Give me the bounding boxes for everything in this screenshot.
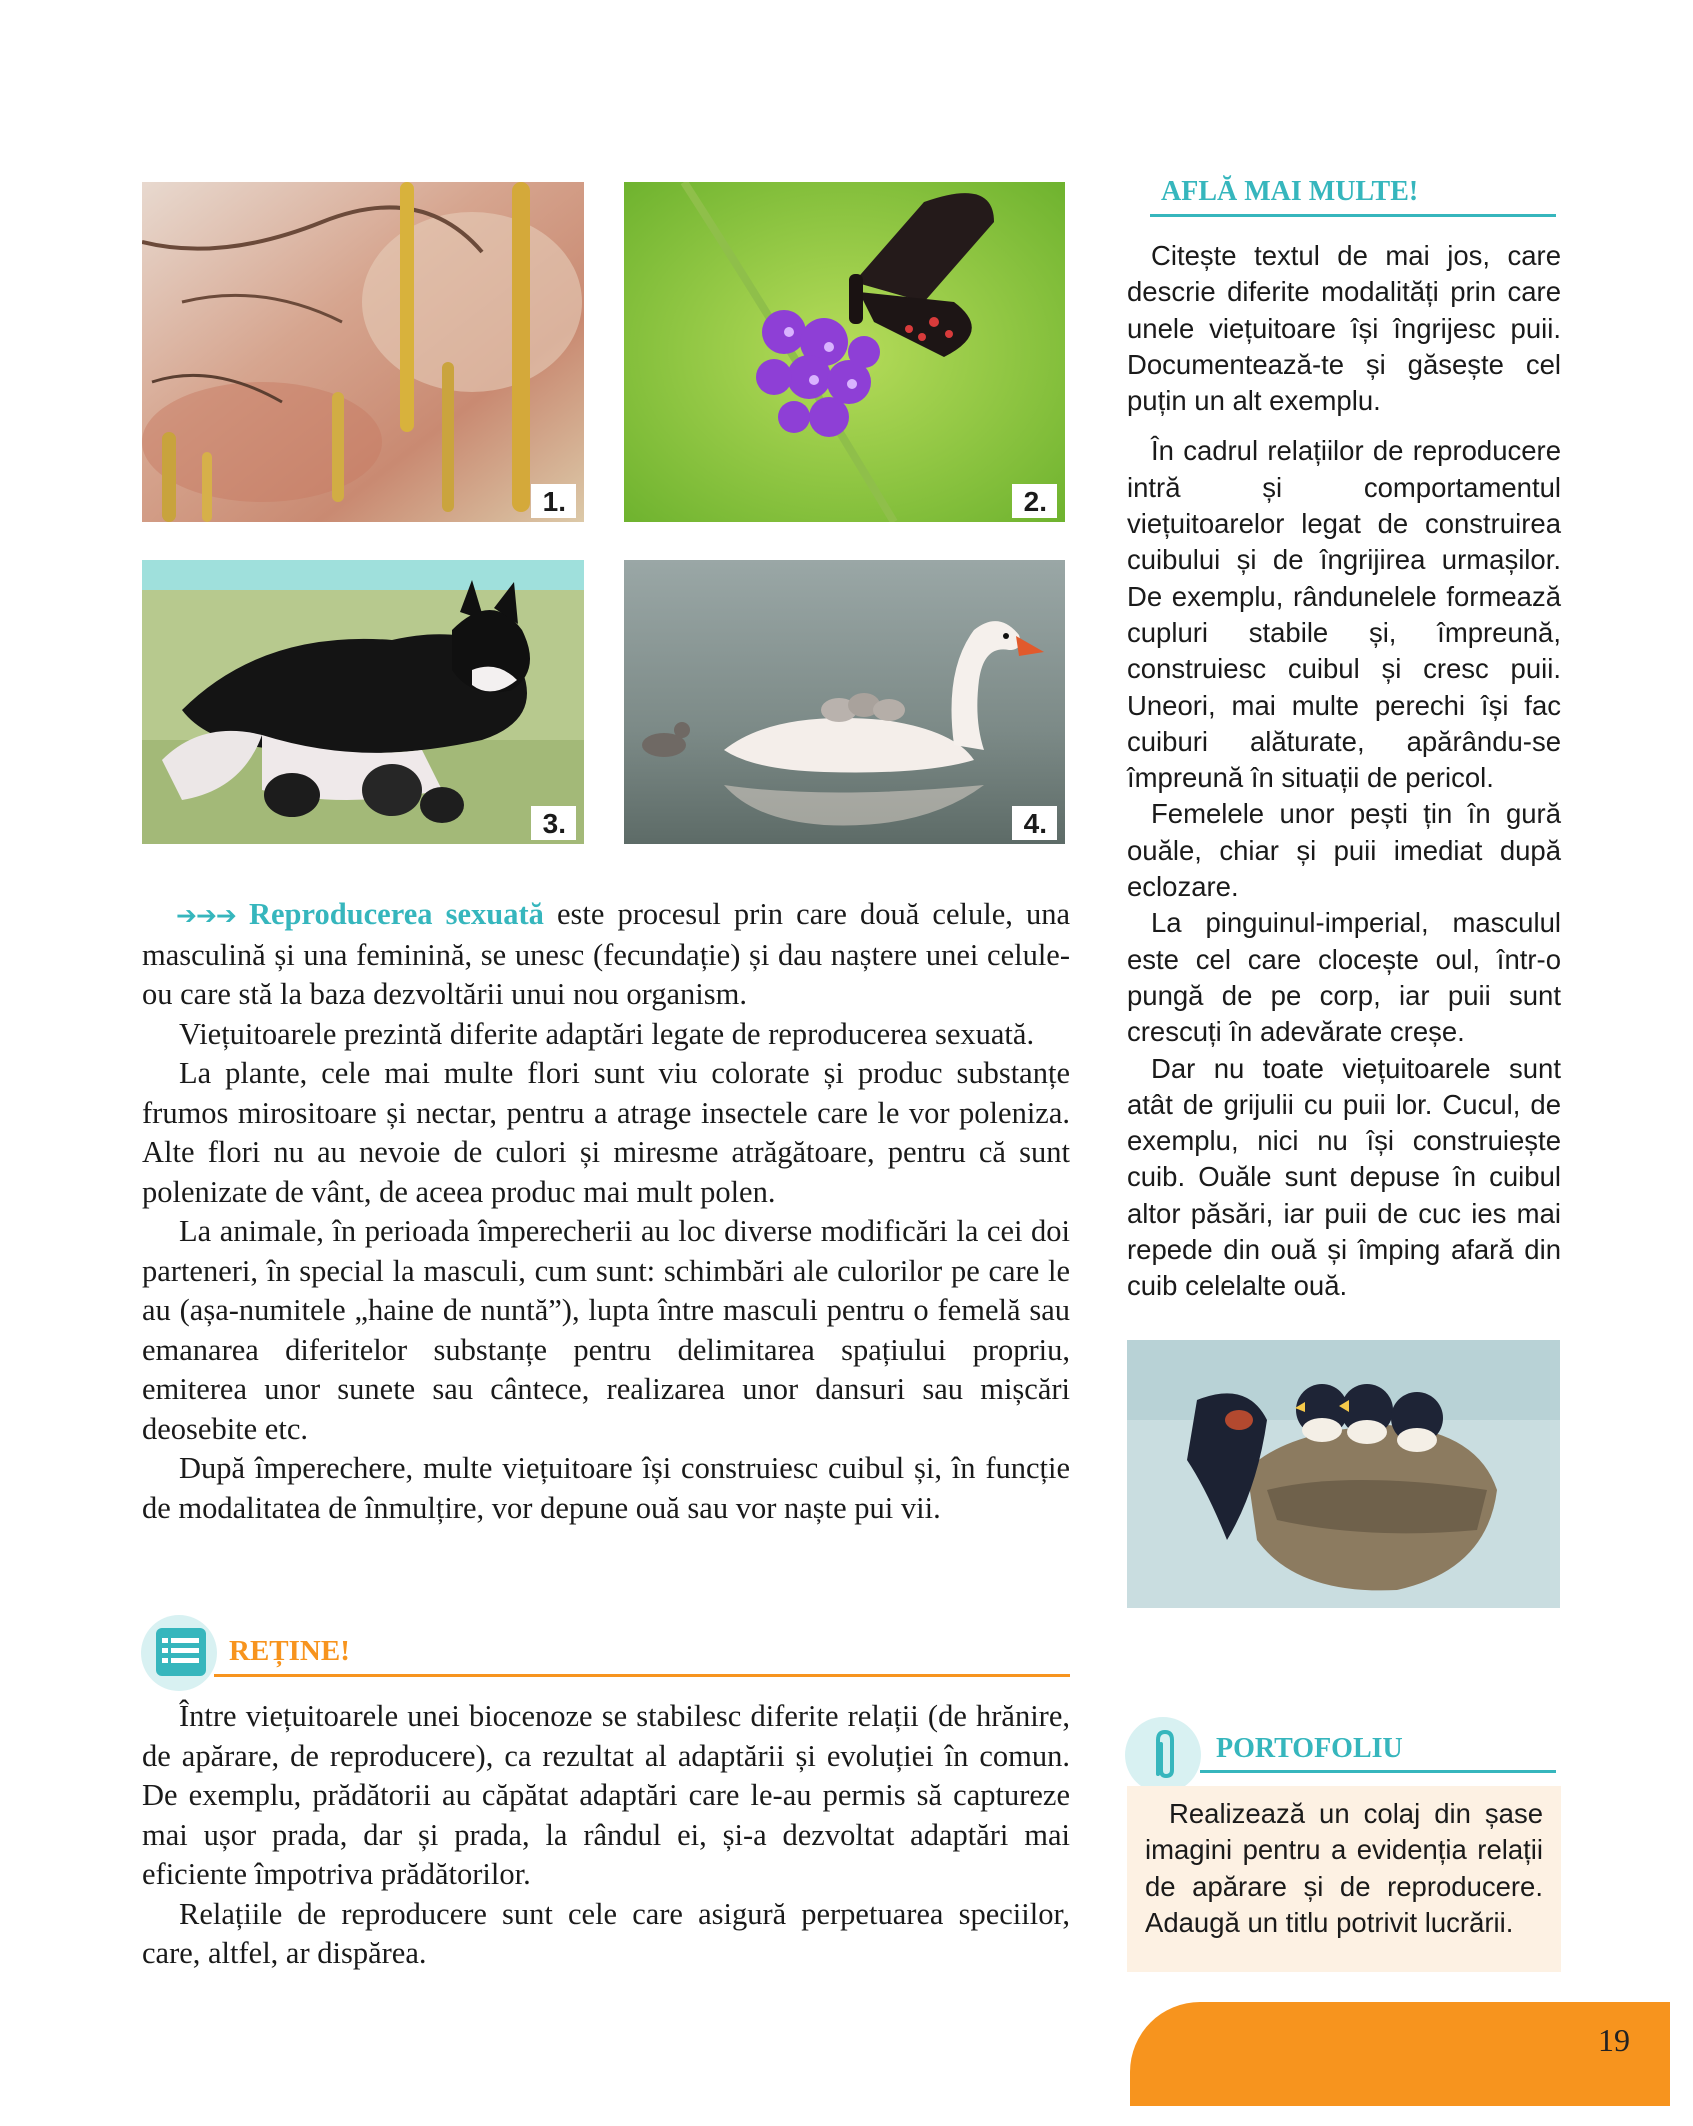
portofoliu-box xyxy=(1127,1786,1561,1972)
paperclip-icon xyxy=(1124,1716,1202,1794)
paragraph: Realizează un colaj din șase imagini pentru a evidenția relații de apărare și de reproducere. Adaugă un titlu potrivit lucrării. xyxy=(1145,1798,1543,1938)
afla-title: AFLĂ MAI MULTE! xyxy=(1161,176,1419,207)
photo-number: 4. xyxy=(1012,806,1057,840)
term-highlight: Reproducerea sexuată xyxy=(248,897,544,931)
paragraph: Între viețuitoarele unei biocenoze se stabilesc diferite relații (de hrănire, de apărare, de reproducere), ca rezultat al adaptării și evoluției în comun. De exemplu, prădătorii au căpătat adaptări care le-au permis să captureze mai ușor prada, dar și prada, la rândul ei, și-a dezvoltat adaptări mai eficiente împotriva prădătorilor. xyxy=(142,1699,1070,1891)
paragraph xyxy=(142,895,1070,1015)
photo-swallows xyxy=(1127,1340,1560,1608)
photo-catkins xyxy=(142,182,584,522)
retine-title: REȚINE! xyxy=(229,1635,350,1667)
paragraph: La plante, cele mai multe flori sunt viu colorate și produc substanțe frumos mirositoare și nectar, pentru a atrage insectele care le vor poleniza. Alte flori nu au nevoie de culori și miresme atrăgătoare, pentru că sunt polenizate de vânt, de aceea produc mai mult polen. xyxy=(142,1056,1070,1209)
paragraph: Citește textul de mai jos, care descrie diferite modalități prin care unele viețuitoare își îngrijesc puii. Documentează-te și găsește cel puțin un alt exemplu. xyxy=(1127,240,1561,417)
arrows-icon: ➔➔➔ xyxy=(176,901,236,930)
photo-number: 2. xyxy=(1012,484,1057,518)
portofoliu-text xyxy=(1145,1796,1543,1941)
list-icon xyxy=(140,1614,218,1692)
photo-number: 3. xyxy=(531,806,576,840)
paragraph: Dar nu toate viețuitoarele sunt atât de grijulii cu puii lor. Cucul, de exemplu, nici nu își construiește cuib. Ouăle sunt depuse în cuibul altor păsări, iar puii de cuc ies mai repede din ouă și împing afară din cuib celelalte ouă. xyxy=(1127,1052,1561,1302)
portofoliu-title: PORTOFOLIU xyxy=(1216,1733,1403,1764)
paragraph: În cadrul relațiilor de reproducere intră și comportamentul viețuitoarelor legat de construirea cuibului și de îngrijirea urmașilor. De exemplu, rândunelele formează cupluri stabile și, împreună, construiesc cuibul și cresc puii. Uneori, mai multe perechi își fac cuiburi alăturate, apărându-se împreună în situații de pericol. xyxy=(1127,435,1561,794)
photo-butterfly xyxy=(624,182,1065,522)
portofoliu-divider xyxy=(1200,1770,1556,1773)
afla-divider xyxy=(1150,214,1556,217)
paragraph: La animale, în perioada împerecherii au loc diverse modificări la cei doi parteneri, în special la masculi, cum sunt: schimbări ale culorilor pe care le au (așa-numitele „haine de nuntă”), lupta între masculi pentru o femelă sau emanarea diferitelor substanțe pentru delimitarea spațiului propriu, emiterea unor sunete sau cântece, realizarea unor dansuri sau mișcări deosebite etc. xyxy=(142,1214,1070,1446)
photo-swan xyxy=(624,560,1065,844)
retine-divider xyxy=(214,1674,1070,1677)
paragraph: La pinguinul-imperial, masculul este cel care clocește oul, într-o pungă de pe corp, iar puii sunt crescuți în adevărate creșe. xyxy=(1127,907,1561,1048)
page-number: 19 xyxy=(1598,2022,1630,2058)
paragraph: Relațiile de reproducere sunt cele care asigură perpetuarea speciilor, care, altfel, ar dispărea. xyxy=(142,1896,1070,1970)
main-text xyxy=(142,895,1070,1528)
page-number-tab xyxy=(1130,2002,1670,2106)
retine-text xyxy=(142,1697,1070,1974)
paragraph-text: este procesul prin care două celule, una masculină și una feminină, se unesc (fecundație) și dau naștere unei celule-ou care stă la baza dezvoltării unui nou organism. xyxy=(142,897,1071,1011)
paragraph: Femelele unor pești țin în gură ouăle, chiar și puii imediat după eclozare. xyxy=(1127,798,1561,903)
photo-cat xyxy=(142,560,584,844)
paragraph: Viețuitoarele prezintă diferite adaptări legate de reproducerea sexuată. xyxy=(179,1016,1035,1051)
afla-text xyxy=(1127,238,1561,1305)
photo-number: 1. xyxy=(531,484,576,518)
paragraph: După împerechere, multe viețuitoare își construiesc cuibul și, în funcție de modalitatea de înmulțire, vor depune ouă sau vor naște pui vii. xyxy=(142,1451,1070,1525)
